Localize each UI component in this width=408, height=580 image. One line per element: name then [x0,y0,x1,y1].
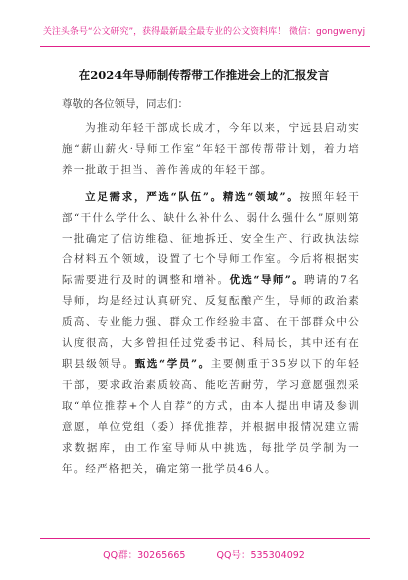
paragraph-intro: 为推动年轻干部成长成才，今年以来，宁远县启动实施“薪山薪火·导师工作室”年轻干部传帮带计划，着力培养一批敢于担当、善作善成的年轻干部。 [62,122,360,176]
heading-trainees: 甄选“学员”。 [134,357,211,370]
heading-demand: 立足需求，严选“队伍”。 [85,190,223,203]
footer-qq: QQ号：535304092 [216,550,305,561]
footer-divider [40,538,370,539]
header-divider [40,46,370,47]
paragraph-measures [62,187,360,480]
text-trainees: 主要侧重于35岁以下的年轻干部，要求政治素质较高、能吃苦耐劳，学习意愿强烈采取“单位推荐+个人自荐”的方式，由本人提出申请及参训意愿，单位党组（委）择优推荐，并根据申报情况建立需求数据库，由工作室导师从中挑选，每批学员学制为一年。经严格把关，确定第一批学员46人。 [62,357,360,475]
document-body [62,118,360,485]
footer-qq-group: QQ群：30265665 [103,550,186,561]
text-mentors: 聘请的7名导师，均是经过认真研究、反复酝酿产生，导师的政治素质高、专业能力强、群众工作经验丰富、在干部群众中公认度很高，大多曾担任过党委书记、科局长，其中还有在职县级领导。 [62,274,360,370]
heading-fields: 精选“领域”。 [222,190,300,203]
header-banner: 关注头条号“公文研究”，获得最新最全最专业的公文资料库！ 微信：gongwenyj [42,27,366,37]
footer [0,547,408,561]
heading-mentors: 优选“导师”。 [229,274,305,287]
text-fields: 按照年轻干部“干什么学什么、缺什么补什么、弱什么强什么”原则第一批确定了信访维稳、征地拆迁、安全生产、行政执法综合材料五个领域，设置了七个导师工作室。今后将根据实际需要进行及时的调整和增补。 [62,190,361,287]
salutation: 尊敬的各位领导，同志们： [62,98,188,110]
document-title: 在2024年导师制传帮带工作推进会上的汇报发言 [78,68,330,82]
